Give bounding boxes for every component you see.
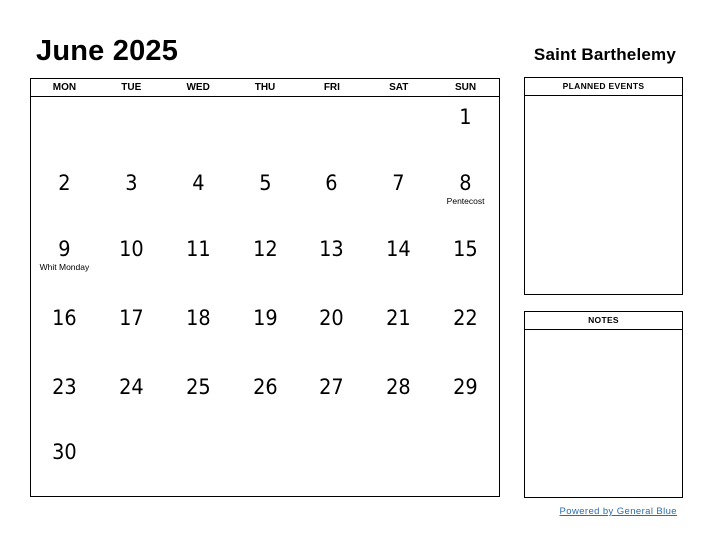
calendar-day-cell — [365, 163, 432, 206]
day-number: 21 — [386, 306, 412, 330]
day-number — [435, 432, 497, 440]
calendar-day-cell — [31, 298, 98, 330]
calendar-week-row — [31, 367, 499, 399]
calendar-day-cell — [432, 229, 499, 272]
weekday-tue: TUE — [121, 82, 142, 93]
calendar-grid — [30, 78, 500, 497]
calendar-day-cell — [98, 432, 165, 464]
day-number — [101, 432, 163, 440]
region-name: Saint Barthelemy — [533, 45, 676, 64]
day-number — [301, 97, 363, 105]
calendar-day-cell — [432, 163, 499, 206]
day-number: 7 — [392, 171, 405, 195]
calendar-day-cell — [432, 97, 499, 129]
calendar-day-cell — [365, 97, 432, 129]
day-number: 12 — [252, 237, 278, 261]
day-number: 18 — [185, 306, 211, 330]
calendar-day-cell — [432, 367, 499, 399]
day-number: 19 — [252, 306, 278, 330]
calendar-day-cell — [31, 367, 98, 399]
day-number: 20 — [319, 306, 345, 330]
weekday-wed: WED — [186, 82, 210, 93]
day-number: 16 — [52, 306, 77, 330]
weekday-sun: SUN — [455, 82, 477, 93]
calendar-day-cell — [31, 97, 98, 129]
calendar-day-cell — [298, 163, 365, 206]
day-number: 29 — [453, 375, 478, 399]
calendar-day-cell — [165, 367, 232, 399]
calendar-day-cell — [232, 298, 299, 330]
calendar-day-cell — [365, 298, 432, 330]
calendar-day-cell — [365, 229, 432, 272]
day-number: 24 — [118, 375, 144, 399]
calendar-day-cell — [98, 367, 165, 399]
day-number: 1 — [459, 105, 472, 129]
calendar-day-cell — [165, 432, 232, 464]
calendar-day-cell — [365, 432, 432, 464]
calendar-day-cell — [98, 163, 165, 206]
calendar-day-cell — [98, 229, 165, 272]
notes-heading: NOTES — [525, 312, 682, 330]
planned-events-panel — [524, 77, 683, 295]
holiday-label: Whit Monday — [39, 262, 90, 272]
weekday-fri: FRI — [323, 82, 340, 93]
day-number — [301, 432, 363, 440]
day-number — [234, 97, 296, 105]
day-number: 11 — [185, 237, 211, 261]
powered-by-link[interactable]: Powered by General Blue — [559, 506, 677, 517]
weekday-header-row — [31, 79, 499, 97]
notes-panel — [524, 311, 683, 498]
day-number: 26 — [252, 375, 278, 399]
day-number — [368, 432, 430, 440]
calendar-week-row — [31, 298, 499, 330]
day-number — [34, 97, 96, 105]
calendar-week-row — [31, 163, 499, 206]
day-number — [368, 97, 430, 105]
calendar-day-cell — [365, 367, 432, 399]
weekday-sat: SAT — [389, 82, 409, 93]
calendar-day-cell — [31, 229, 98, 272]
calendar-day-cell — [165, 229, 232, 272]
day-number: 30 — [52, 440, 77, 464]
day-number — [167, 432, 229, 440]
calendar-day-cell — [98, 97, 165, 129]
day-number: 17 — [118, 306, 144, 330]
day-number: 22 — [453, 306, 478, 330]
day-number: 15 — [453, 237, 478, 261]
holiday-label: Pentecost — [446, 196, 485, 206]
day-number: 10 — [118, 237, 144, 261]
calendar-day-cell — [298, 97, 365, 129]
page-title: June 2025 — [36, 35, 179, 67]
day-number: 3 — [125, 171, 138, 195]
calendar-day-cell — [232, 432, 299, 464]
day-number: 5 — [258, 171, 272, 195]
calendar-week-row — [31, 97, 499, 129]
calendar-week-row — [31, 229, 499, 272]
day-number: 4 — [191, 171, 205, 195]
day-number: 9 — [58, 237, 71, 261]
calendar-day-cell — [298, 432, 365, 464]
calendar-week-row — [31, 432, 499, 464]
calendar-day-cell — [165, 298, 232, 330]
calendar-day-cell — [232, 163, 299, 206]
day-number — [101, 97, 163, 105]
day-number — [167, 97, 229, 105]
calendar-day-cell — [298, 367, 365, 399]
day-number: 6 — [325, 171, 339, 195]
day-number: 23 — [52, 375, 77, 399]
day-number: 13 — [319, 237, 345, 261]
calendar-day-cell — [232, 367, 299, 399]
weekday-thu: THU — [254, 82, 276, 93]
calendar-day-cell — [298, 298, 365, 330]
day-number: 25 — [185, 375, 211, 399]
calendar-day-cell — [232, 97, 299, 129]
weekday-mon: MON — [52, 82, 77, 93]
calendar-day-cell — [298, 229, 365, 272]
day-number: 8 — [459, 171, 472, 195]
calendar-day-cell — [98, 298, 165, 330]
calendar-day-cell — [165, 97, 232, 129]
day-number: 28 — [386, 375, 412, 399]
planned-events-heading: PLANNED EVENTS — [525, 78, 682, 96]
calendar-day-cell — [432, 432, 499, 464]
day-number: 14 — [386, 237, 412, 261]
calendar-day-cell — [165, 163, 232, 206]
calendar-day-cell — [432, 298, 499, 330]
calendar-day-cell — [31, 163, 98, 206]
calendar-day-cell — [31, 432, 98, 464]
day-number: 2 — [58, 171, 71, 195]
calendar-day-cell — [232, 229, 299, 272]
day-number — [234, 432, 296, 440]
day-number: 27 — [319, 375, 345, 399]
